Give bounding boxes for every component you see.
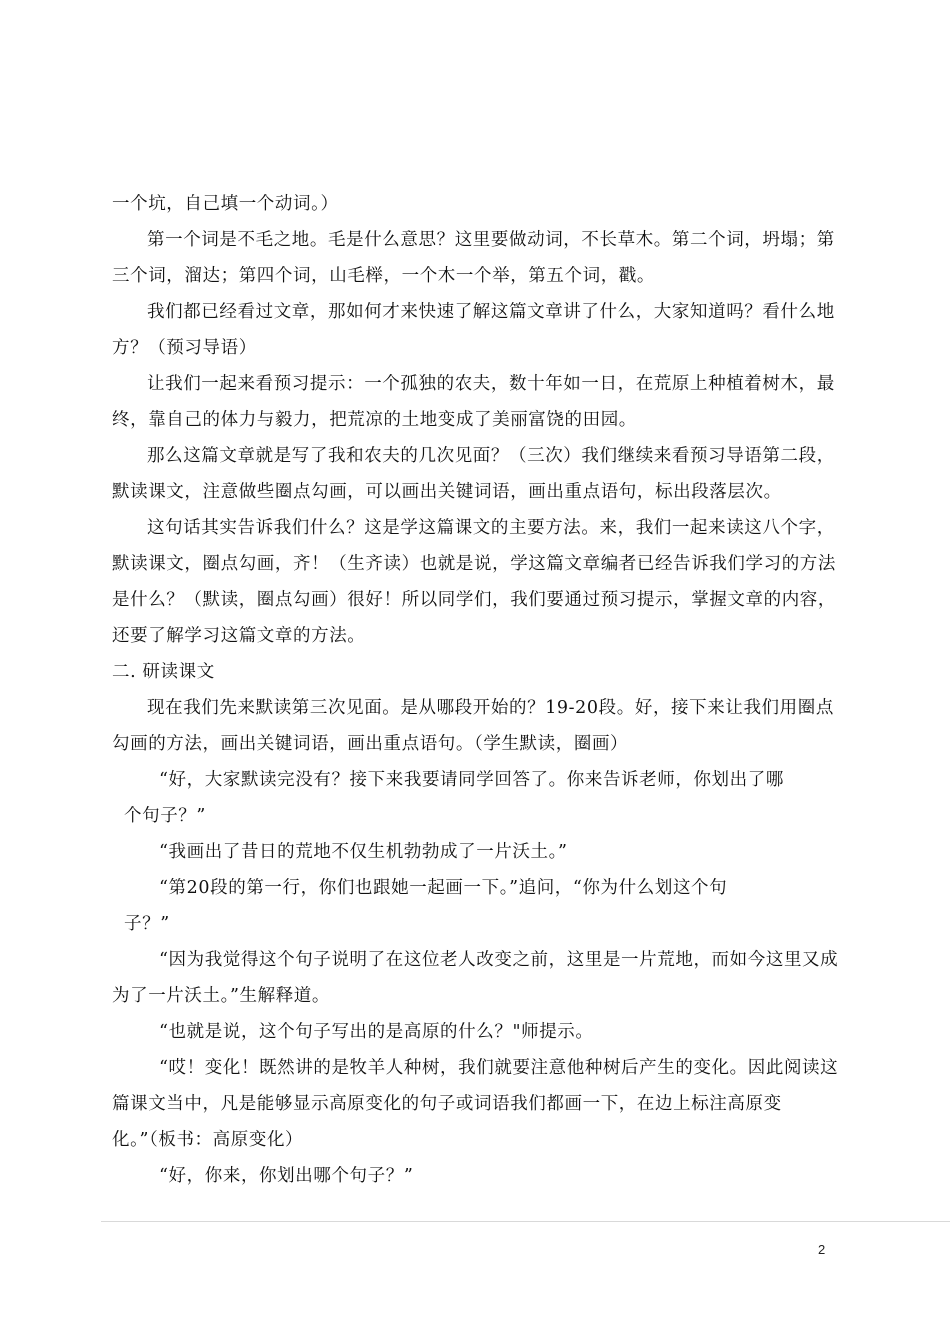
dialogue-teacher-ask bbox=[112, 762, 842, 834]
paragraph-three-meetings: 那么这篇文章就是写了我和农夫的几次见面？（三次）我们继续来看预习导语第二段，默读课文，注意做些圈点勾画，可以画出关键词语，画出重点语句，标出段落层次。 bbox=[112, 446, 835, 502]
paragraph-vocabulary: 第一个词是不毛之地。毛是什么意思？这里要做动词，不长草木。第二个词，坍塌；第三个词，溜达；第四个词，山毛榉，一个木一个举，第五个词，戳。 bbox=[112, 230, 835, 286]
paragraph-reading-method: 这句话其实告诉我们什么？这是学这篇课文的主要方法。来，我们一起来读这八个字，默读课文，圈点勾画，齐！（生齐读）也就是说，学这篇文章编者已经告诉我们学习的方法是什么？（默读，圈点勾画）很好！所以同学们，我们要通过预习提示，掌握文章的内容，还要了解学习这篇文章的方法。 bbox=[112, 518, 836, 646]
page-number: 2 bbox=[818, 1242, 826, 1257]
paragraph-third-meeting: 现在我们先来默读第三次见面。是从哪段开始的？19-20段。好，接下来让我们用圈点勾画的方法，画出关键词语，画出重点语句。（学生默读，圈画） bbox=[112, 698, 834, 754]
dialogue-line: “第20段的第一行，你们也跟她一起画一下。”追问，“你为什么划这个句 bbox=[159, 878, 728, 898]
dialogue-teacher-change: “哎！变化！既然讲的是牧羊人种树，我们就要注意他种树后产生的变化。因此阅读这篇课文当中，凡是能够显示高原变化的句子或词语我们都画一下，在边上标注高原变化。”（板书：高原变化） bbox=[112, 1058, 839, 1150]
dialogue-student-answer: “我画出了昔日的荒地不仅生机勃勃成了一片沃土。” bbox=[159, 842, 568, 862]
document-body bbox=[112, 186, 842, 1194]
dialogue-teacher-hint: “也就是说，这个句子写出的是高原的什么？"师提示。 bbox=[159, 1022, 594, 1042]
dialogue-line: “好，大家默读完没有？接下来我要请同学回答了。你来告诉老师，你划出了哪 bbox=[159, 770, 784, 790]
paragraph-preview-question: 我们都已经看过文章，那如何才来快速了解这篇文章讲了什么，大家知道吗？看什么地方？（预习导语） bbox=[112, 302, 835, 358]
dialogue-teacher-next: “好，你来，你划出哪个句子？” bbox=[159, 1166, 414, 1186]
dialogue-student-explain: “因为我觉得这个句子说明了在这位老人改变之前，这里是一片荒地，而如今这里又成为了一片沃土。”生解释道。 bbox=[112, 950, 839, 1006]
section-heading: 二. 研读课文 bbox=[112, 662, 215, 682]
footer-divider bbox=[101, 1221, 950, 1222]
dialogue-line-continued: 个句子？” bbox=[124, 806, 206, 826]
dialogue-line-continued: 子？” bbox=[124, 914, 170, 934]
dialogue-teacher-followup bbox=[112, 870, 842, 942]
paragraph-continuation: 一个坑，自己填一个动词。） bbox=[112, 194, 339, 214]
paragraph-preview-tip: 让我们一起来看预习提示：一个孤独的农夫，数十年如一日，在荒原上种植着树木，最终，靠自己的体力与毅力，把荒凉的土地变成了美丽富饶的田园。 bbox=[112, 374, 835, 430]
